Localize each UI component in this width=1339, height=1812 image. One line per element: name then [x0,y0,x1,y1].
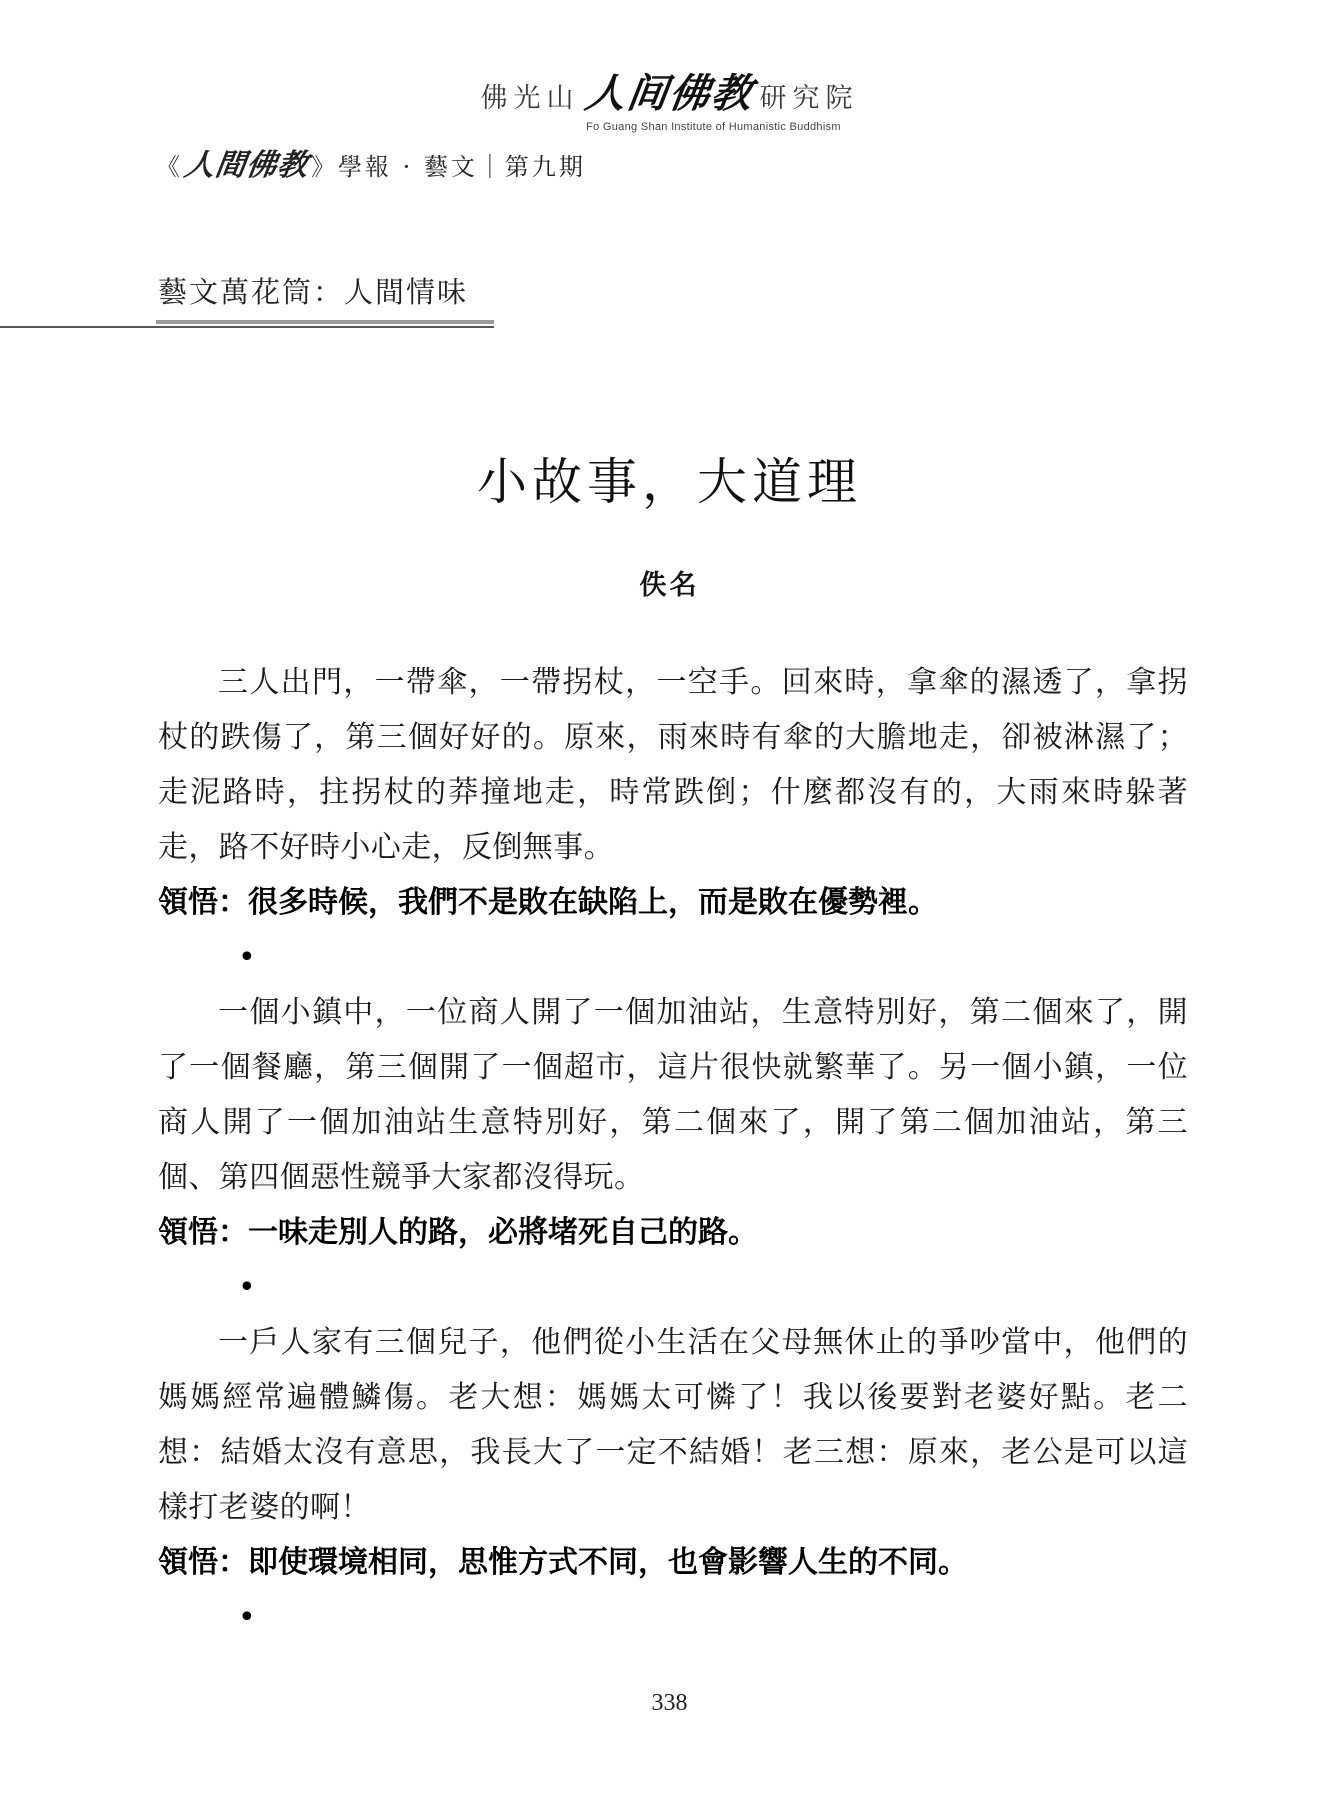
article-author: 佚名 [639,570,700,601]
bullet-separator: • [238,1270,256,1305]
article-title: 小故事，大道理 [477,453,862,511]
section-title: 藝文萬花筒：人間情味 [158,275,469,309]
story-paragraph: 一戶人家有三個兒子，他們從小生活在父母無休止的爭吵當中，他們的媽媽經常遍體鱗傷。老大想：媽媽太可憐了！我以後要對老婆好點。老二想：結婚太沒有意思，我長大了一定不結婚！老三想：原來，老公是可以這樣打老婆的啊！ [158,1325,1188,1525]
bullet-separator: • [238,940,256,975]
story-paragraph: 一個小鎮中，一位商人開了一個加油站，生意特別好，第二個來了，開了一個餐廳，第三個開了一個超市，這片很快就繁華了。另一個小鎮，一位商人開了一個加油站生意特別好，第二個來了，開了第二個加油站，第三個、第四個惡性競爭大家都沒得玩。 [158,995,1188,1195]
journal-title [156,140,586,184]
journal-open-bracket: 《 [156,153,183,181]
page-number: 338 [651,1690,688,1716]
institute-header [0,62,1339,133]
institute-name [481,62,859,119]
journal-close-bracket: 》 [311,153,338,181]
institute-brand-calligraphy: 人间佛教 [581,70,757,117]
story-lesson: 領悟：很多時候，我們不是敗在缺陷上，而是敗在優勢裡。 [158,885,938,920]
story-paragraph: 三人出門，一帶傘，一帶拐杖，一空手。回來時，拿傘的濕透了，拿拐杖的跌傷了，第三個好好的。原來，雨來時有傘的大膽地走，卻被淋濕了；走泥路時，拄拐杖的莽撞地走，時常跌倒；什麼都沒有的，大雨來時躲著走，路不好時小心走，反倒無事。 [158,665,1188,865]
section-divider [0,326,494,328]
bullet-separator: • [238,1600,256,1635]
institute-name-left: 佛光山 [480,83,580,114]
institute-english-name: Fo Guang Shan Institute of Humanistic Buddhism [586,121,841,133]
story-lesson: 領悟：即使環境相同，思惟方式不同，也會影響人生的不同。 [158,1545,968,1580]
journal-issue-info: 學報 · 藝文｜第九期 [338,153,586,181]
section-underline [156,320,494,324]
story-lesson: 領悟：一味走別人的路，必將堵死自己的路。 [158,1215,758,1250]
journal-brand-calligraphy: 人間佛教 [182,148,311,183]
institute-name-right: 研究院 [759,83,859,114]
article-body [158,655,1188,1645]
